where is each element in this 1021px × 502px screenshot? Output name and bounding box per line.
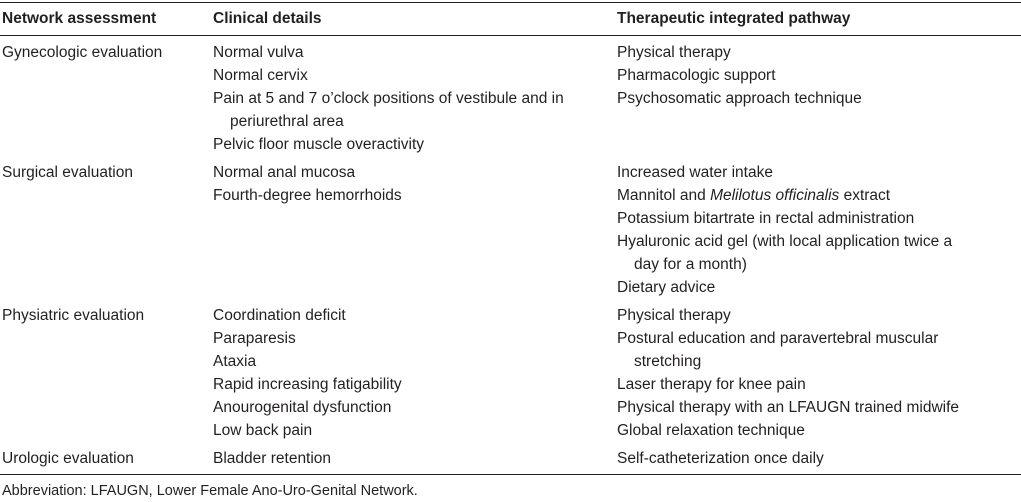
list-item: Anourogenital dysfunction [213, 399, 392, 416]
row-assessment: Urologic evaluation [2, 450, 134, 467]
list-item-continuation: day for a month) [634, 256, 747, 273]
list-item-continuation: periurethral area [230, 113, 344, 130]
list-item: Pain at 5 and 7 o’clock positions of vestibule and in [213, 90, 564, 107]
row-pathway [617, 161, 952, 299]
row-pathway [617, 304, 959, 442]
list-item: Dietary advice [617, 279, 716, 296]
list-item: Self-catheterization once daily [617, 450, 824, 467]
header-clinical-details: Clinical details [213, 10, 322, 27]
list-item: Potassium bitartrate in rectal administration [617, 210, 915, 227]
list-item: Fourth-degree hemorrhoids [213, 187, 402, 204]
header-network-assessment: Network assessment [2, 10, 157, 27]
list-item: Rapid increasing fatigability [213, 376, 402, 393]
list-item: Global relaxation technique [617, 422, 805, 439]
row-assessment: Surgical evaluation [2, 164, 133, 181]
list-item-continuation: stretching [634, 353, 702, 370]
row-assessment: Gynecologic evaluation [2, 44, 163, 61]
list-item: Hyaluronic acid gel (with local application twice a [617, 233, 953, 250]
list-item: Ataxia [213, 353, 257, 370]
row-pathway [617, 447, 824, 470]
row-details [213, 41, 564, 156]
header-bottom-rule [0, 35, 1021, 36]
list-item: Coordination deficit [213, 307, 346, 324]
table-bottom-rule [0, 474, 1021, 475]
list-item: Pharmacologic support [617, 67, 776, 84]
list-item: Physical therapy [617, 307, 731, 324]
row-details [213, 447, 331, 470]
list-item: Increased water intake [617, 164, 773, 181]
list-item: Postural education and paravertebral muscular [617, 330, 939, 347]
list-item: Laser therapy for knee pain [617, 376, 806, 393]
header-therapeutic-pathway: Therapeutic integrated pathway [617, 10, 851, 27]
list-item-text: Mannitol and [617, 187, 711, 204]
list-item: Psychosomatic approach technique [617, 90, 862, 107]
list-item: Physical therapy with an LFAUGN trained midwife [617, 399, 960, 416]
list-item [617, 184, 952, 207]
list-item: Normal anal mucosa [213, 164, 356, 181]
row-details [213, 304, 402, 442]
list-item: Physical therapy [617, 44, 731, 61]
list-item: Bladder retention [213, 450, 332, 467]
row-pathway [617, 41, 862, 110]
row-assessment: Physiatric evaluation [2, 307, 145, 324]
list-item: Low back pain [213, 422, 313, 439]
list-item-text: extract [839, 187, 891, 204]
table-top-rule [0, 2, 1021, 3]
list-item: Normal vulva [213, 44, 304, 61]
row-details [213, 161, 402, 207]
table-footnote: Abbreviation: LFAUGN, Lower Female Ano-Uro-Genital Network. [2, 483, 418, 499]
list-item: Paraparesis [213, 330, 296, 347]
list-item: Pelvic floor muscle overactivity [213, 136, 425, 153]
list-item: Normal cervix [213, 67, 308, 84]
species-name-italic: Melilotus officinalis [710, 187, 840, 204]
